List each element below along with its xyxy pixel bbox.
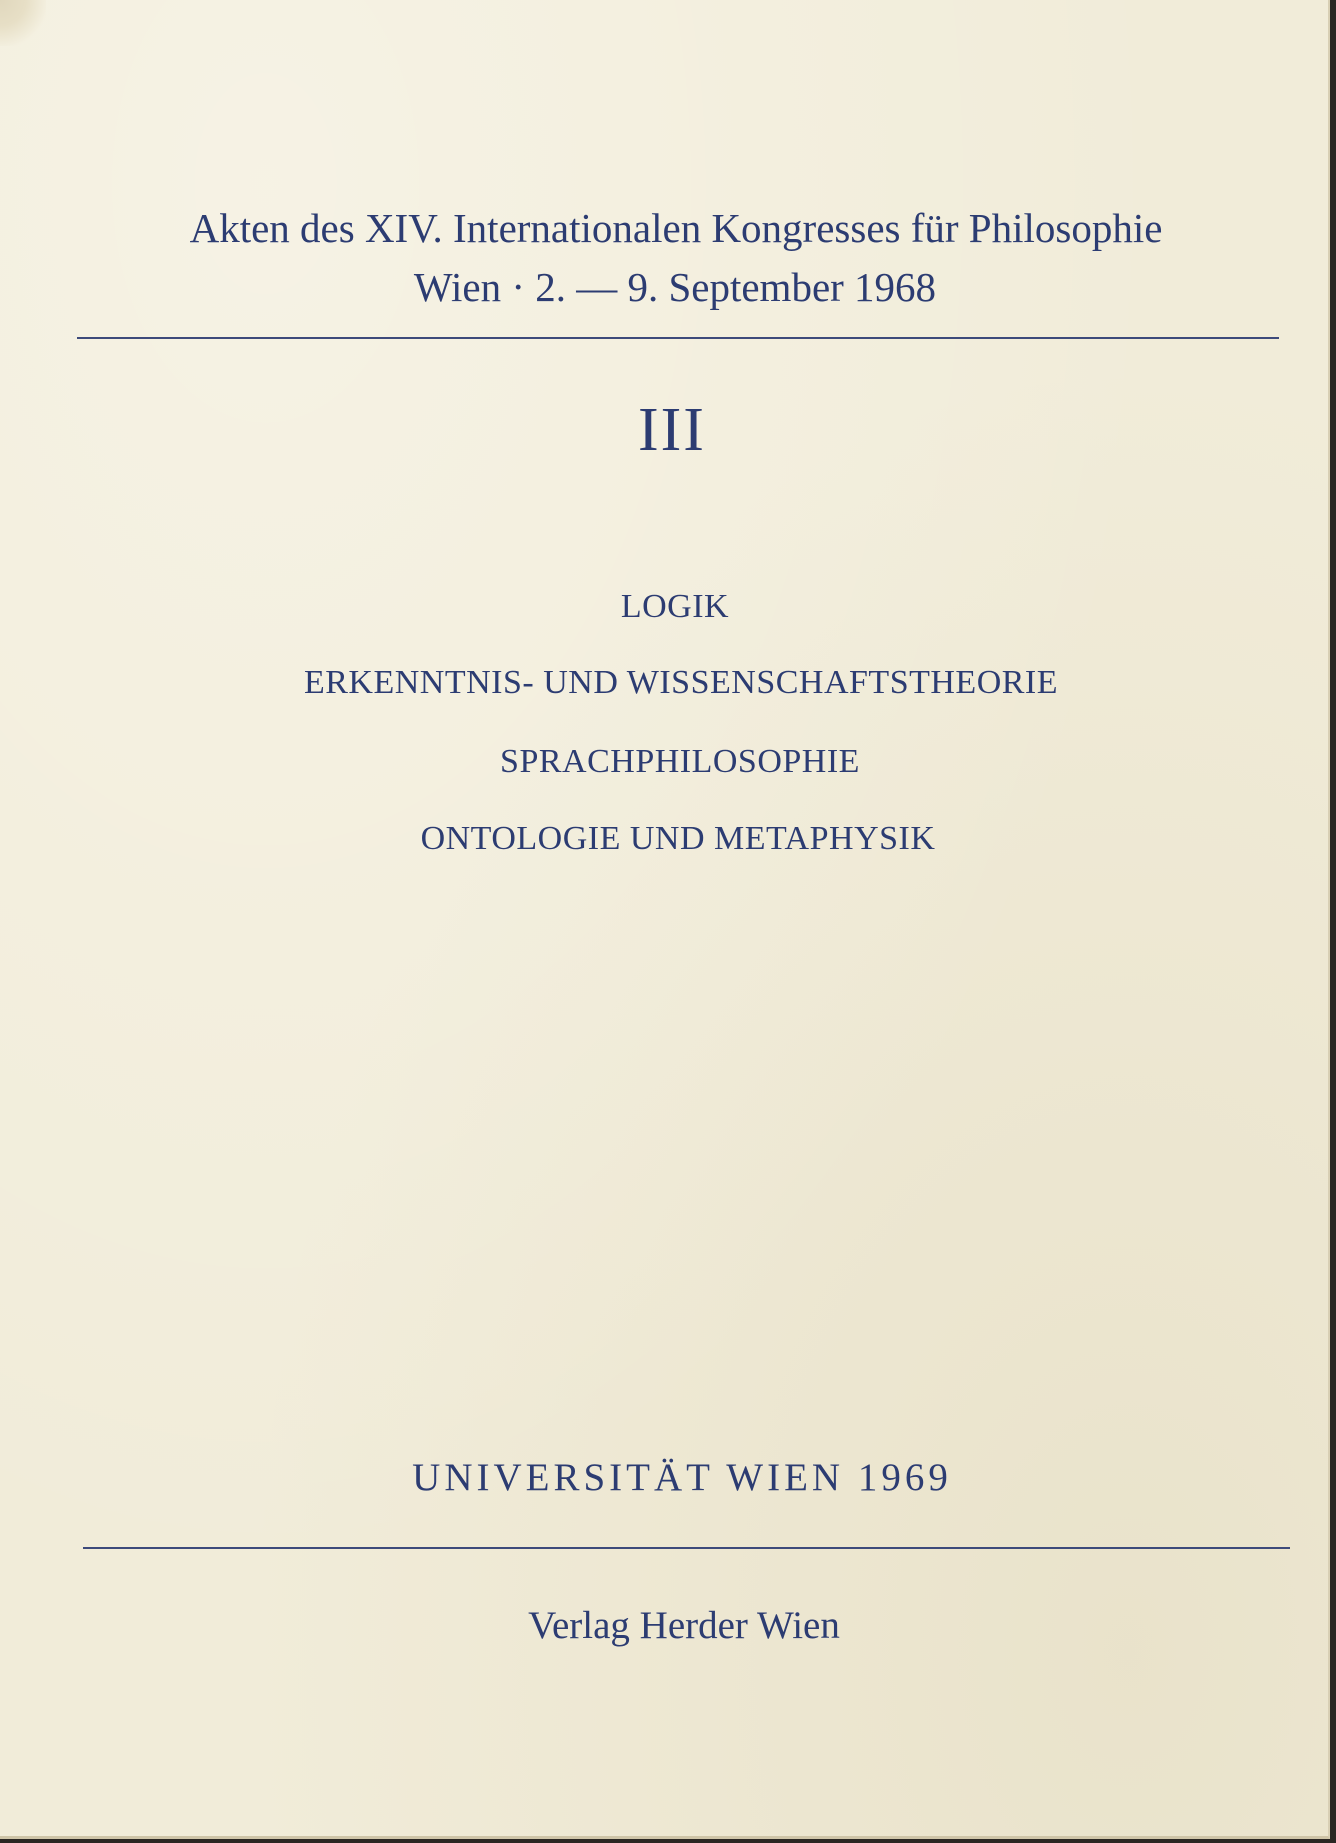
bottom-divider <box>83 1547 1290 1549</box>
congress-date-place: Wien · 2. — 9. September 1968 <box>413 264 937 310</box>
topic-ontologie: ONTOLOGIE UND METAPHYSIK <box>420 820 936 857</box>
worn-corner <box>0 0 46 46</box>
university-imprint: UNIVERSITÄT WIEN 1969 <box>412 1456 952 1499</box>
topic-erkenntnistheorie: ERKENNTNIS- UND WISSENSCHAFTSTHEORIE <box>303 664 1059 701</box>
topic-sprachphilosophie: SPRACHPHILOSOPHIE <box>500 743 860 780</box>
top-divider <box>77 337 1279 339</box>
congress-title: Akten des XIV. Internationalen Kongresses für Philosophie <box>189 205 1163 251</box>
publisher-imprint: Verlag Herder Wien <box>528 1604 840 1647</box>
volume-number: III <box>638 396 706 464</box>
topic-logik: LOGIK <box>620 588 730 625</box>
